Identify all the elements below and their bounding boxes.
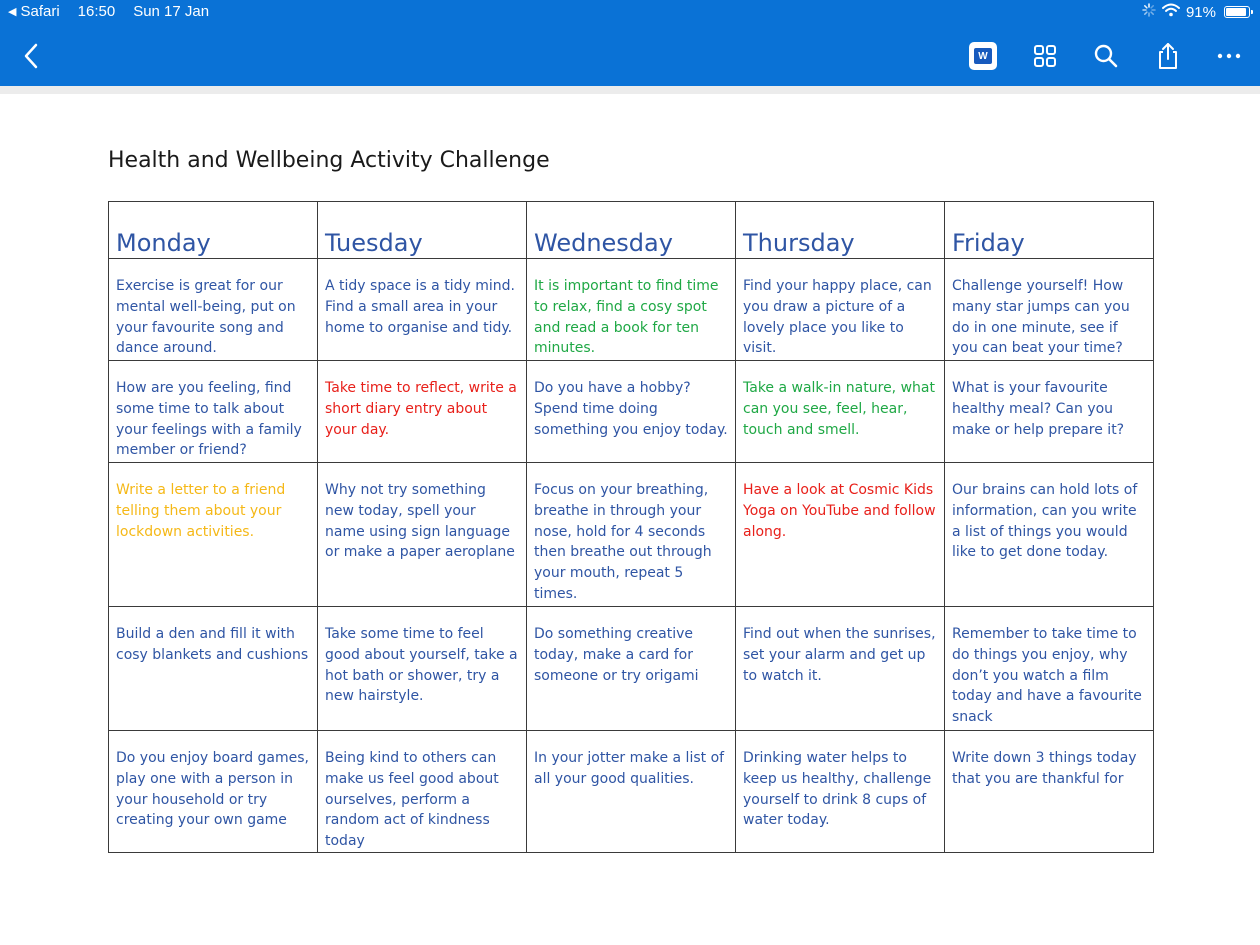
status-bar <box>0 0 1260 26</box>
table-row <box>109 463 1154 607</box>
battery-percent: 91% <box>1185 3 1216 21</box>
activity-cell: Find your happy place, can you draw a picture of a lovely place you like to visit. <box>736 259 945 361</box>
table-row <box>109 259 1154 361</box>
activity-cell: Take some time to feel good about yourself, take a hot bath or shower, try a new hairstyle. <box>318 607 527 731</box>
activity-cell: Find out when the sunrises, set your alarm and get up to watch it. <box>736 607 945 731</box>
activity-cell: Write a letter to a friend telling them about your lockdown activities. <box>109 463 318 607</box>
word-icon <box>969 42 997 70</box>
open-in-word-button[interactable] <box>965 38 1001 74</box>
activity-cell: What is your favourite healthy meal? Can you make or help prepare it? <box>945 361 1154 463</box>
loading-spinner-icon <box>1142 3 1156 21</box>
search-button[interactable] <box>1088 38 1124 74</box>
activity-cell: Do you have a hobby? Spend time doing something you enjoy today. <box>527 361 736 463</box>
table-header-row <box>109 202 1154 259</box>
activity-cell: Our brains can hold lots of information, can you write a list of things you would like to get done today. <box>945 463 1154 607</box>
grid-view-icon <box>1033 44 1057 68</box>
battery-icon <box>1224 6 1250 18</box>
activity-challenge-table <box>108 201 1154 853</box>
activity-cell: Why not try something new today, spell your name using sign language or make a paper aeroplane <box>318 463 527 607</box>
back-chevron-icon <box>22 42 42 70</box>
activity-cell: Do something creative today, make a card for someone or try origami <box>527 607 736 731</box>
activity-cell: Being kind to others can make us feel good about ourselves, perform a random act of kindness today <box>318 731 527 853</box>
word-badge: W <box>974 48 992 64</box>
activity-cell: Exercise is great for our mental well-being, put on your favourite song and dance around. <box>109 259 318 361</box>
activity-cell: Take time to reflect, write a short diary entry about your day. <box>318 361 527 463</box>
back-button[interactable] <box>14 38 50 74</box>
activity-cell: It is important to find time to relax, find a cosy spot and read a book for ten minutes. <box>527 259 736 361</box>
table-row <box>109 361 1154 463</box>
more-options-button[interactable] <box>1211 38 1247 74</box>
activity-cell: Have a look at Cosmic Kids Yoga on YouTube and follow along. <box>736 463 945 607</box>
activity-cell: Do you enjoy board games, play one with a person in your household or try creating your own game <box>109 731 318 853</box>
status-date: Sun 17 Jan <box>133 3 210 20</box>
back-app-label[interactable]: Safari <box>20 3 60 20</box>
activity-cell: Focus on your breathing, breathe in through your nose, hold for 4 seconds then breathe out through your mouth, repeat 5 times. <box>527 463 736 607</box>
activity-cell: Remember to take time to do things you enjoy, why don’t you watch a film today and have a favourite snack <box>945 607 1154 731</box>
activity-cell: Drinking water helps to keep us healthy, challenge yourself to drink 8 cups of water today. <box>736 731 945 853</box>
activity-cell: Take a walk-in nature, what can you see, feel, hear, touch and smell. <box>736 361 945 463</box>
status-time: 16:50 <box>77 3 116 20</box>
table-row <box>109 731 1154 853</box>
viewer-toolbar <box>0 26 1260 86</box>
activity-cell: In your jotter make a list of all your good qualities. <box>527 731 736 853</box>
activity-cell: Build a den and fill it with cosy blankets and cushions <box>109 607 318 731</box>
day-header-thursday: Thursday <box>736 202 945 259</box>
search-icon <box>1093 43 1119 69</box>
share-icon <box>1155 42 1181 70</box>
activity-cell: Write down 3 things today that you are thankful for <box>945 731 1154 853</box>
day-header-monday: Monday <box>109 202 318 259</box>
day-header-tuesday: Tuesday <box>318 202 527 259</box>
grid-view-button[interactable] <box>1027 38 1063 74</box>
more-icon <box>1217 52 1241 60</box>
share-button[interactable] <box>1150 38 1186 74</box>
back-to-app-icon[interactable]: ◀ <box>8 6 17 18</box>
activity-cell: Challenge yourself! How many star jumps can you do in one minute, see if you can beat your time? <box>945 259 1154 361</box>
status-right <box>1142 3 1250 21</box>
status-left <box>8 3 209 20</box>
day-header-wednesday: Wednesday <box>527 202 736 259</box>
activity-cell: How are you feeling, find some time to talk about your feelings with a family member or friend? <box>109 361 318 463</box>
wifi-icon <box>1162 3 1180 21</box>
day-header-friday: Friday <box>945 202 1154 259</box>
activity-cell: A tidy space is a tidy mind. Find a small area in your home to organise and tidy. <box>318 259 527 361</box>
document-title: Health and Wellbeing Activity Challenge <box>108 148 550 173</box>
table-row <box>109 607 1154 731</box>
toolbar-divider <box>0 86 1260 94</box>
